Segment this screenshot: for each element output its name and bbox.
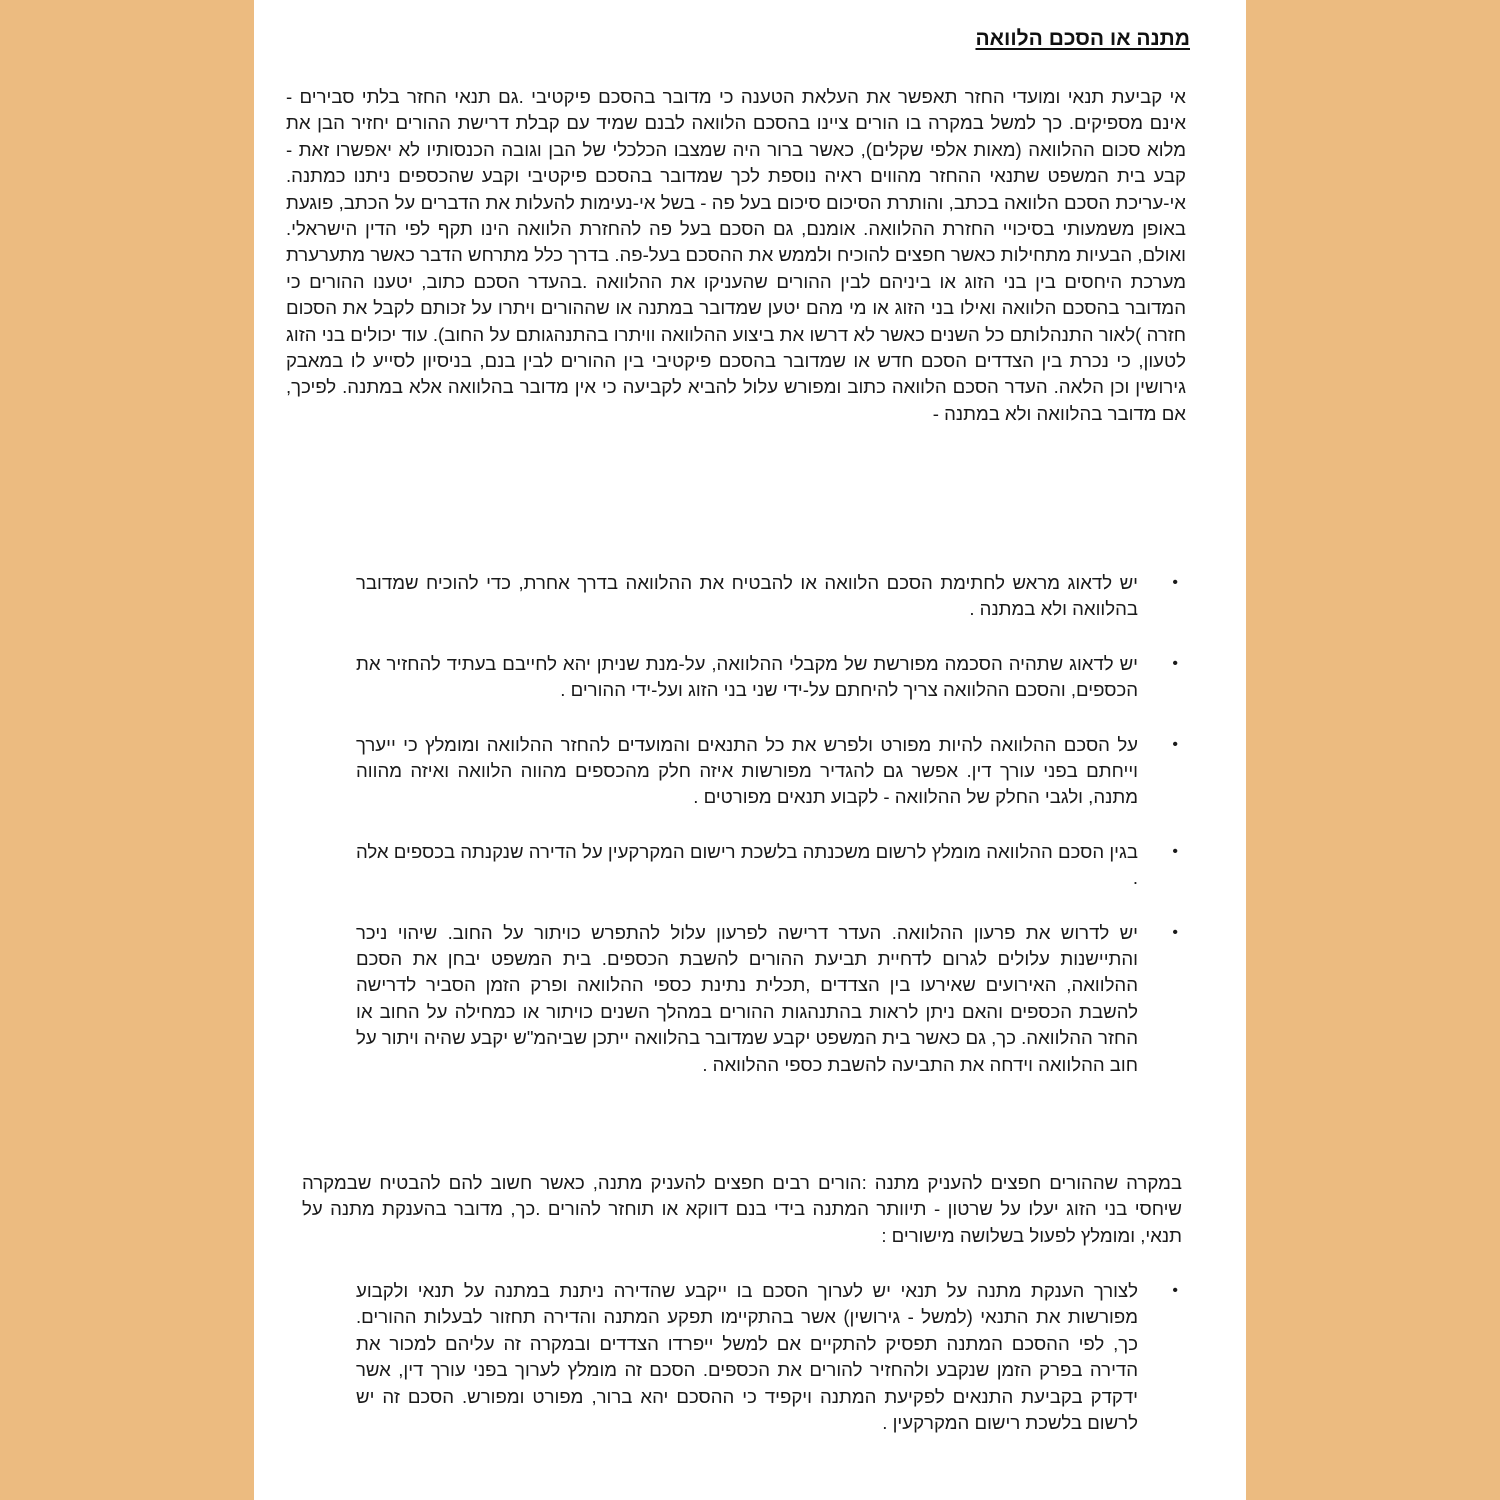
list-item bbox=[256, 732, 1186, 811]
loan-bullet-list bbox=[256, 570, 1186, 1106]
list-item-text: בגין הסכם ההלוואה מומלץ לרשום משכנתה בלשכת רישום המקרקעין על הדירה שנקנתה בכספים אלה . bbox=[356, 840, 1138, 889]
bullet-icon: • bbox=[1172, 923, 1178, 941]
list-item bbox=[256, 1278, 1186, 1436]
list-item bbox=[256, 651, 1186, 704]
list-item-text: יש לדאוג מראש לחתימת הסכם הלוואה או להבטיח את ההלוואה בדרך אחרת, כדי להוכיח שמדובר בהלוואה ולא במתנה . bbox=[356, 572, 1138, 620]
list-item bbox=[256, 839, 1186, 892]
gift-bullet-list bbox=[256, 1278, 1186, 1464]
document-page bbox=[254, 0, 1246, 1500]
list-item-text: יש לדרוש את פרעון ההלוואה. העדר דרישה לפרעון עלול להתפרש כויתור על החוב. שיהוי ניכר והתיישנות עלולים לגרום לדחיית תביעת ההורים להשבת הכספים. בית המשפט יבחן את הסכם ההלוואה, האירועים שאירעו בין הצדדים ,תכלית נתינת כספי ההלוואה ופרק הזמן הסביר לדרישה להשבת הכספים והאם ניתן לראות בהתנהגות ההורים במהלך השנים כויתור או כמחילה על החוב או החזר ההלוואה. כך, גם כאשר בית המשפט יקבע שמדובר בהלוואה ייתכן שביהמ"ש יקבע שהיה ויתור על חוב ההלוואה וידחה את התביעה להשבת כספי ההלוואה . bbox=[356, 921, 1138, 1075]
list-item bbox=[256, 920, 1186, 1078]
list-item-text: לצורך הענקת מתנה על תנאי יש לערוך הסכם בו ייקבע שהדירה ניתנת במתנה על תנאי ולקבוע מפורשות את התנאי (למשל - גירושין) אשר בהתקיימו תפקע המתנה והדירה תחזור לבעלות ההורים. כך, לפי ההסכם המתנה תפסיק להתקיים אם למשל ייפרדו הצדדים ובמקרה זה עליהם למכור את הדירה בפרק הזמן שנקבע ולהחזיר להורים את הכספים. הסכם זה מומלץ לערוך בפני עורך דין, אשר ידקדק בקביעת התנאים לפקיעת המתנה ויקפיד כי ההסכם יהא ברור, מפורט ומפורש. הסכם זה יש לרשום בלשכת רישום המקרקעין . bbox=[356, 1280, 1138, 1434]
bullet-icon: • bbox=[1172, 574, 1178, 591]
bullet-icon: • bbox=[1172, 735, 1178, 753]
list-item-text: יש לדאוג שתהיה הסכמה מפורשת של מקבלי ההלוואה, על-מנת שניתן יהא לחייבם בעתיד להחזיר את הכספים, והסכם ההלוואה צריך להיחתם על-ידי שני בני הזוג ועל-ידי ההורים . bbox=[356, 652, 1138, 701]
list-item-text: על הסכם ההלוואה להיות מפורט ולפרש את כל התנאים והמועדים להחזר ההלוואה ומומלץ כי ייערך וייחתם בפני עורך דין. אפשר גם להגדיר מפורשות איזה חלק מהכספים מהווה הלוואה ואיזה מהווה מתנה, ולגבי החלק של ההלוואה - לקבוע תנאים מפורטים . bbox=[356, 733, 1138, 808]
bullet-icon: • bbox=[1172, 842, 1178, 860]
gift-intro-paragraph: במקרה שההורים חפצים להעניק מתנה :הורים רבים חפצים להעניק מתנה, כאשר חשוב להם להבטיח שבמקרה שיחסי בני הזוג יעלו על שרטון - תיוותר המתנה בידי בנם דווקא או תוחזר להורים .כך, מדובר בהענקת מתנה על תנאי, ומומלץ לפעול בשלושה מישורים : bbox=[302, 1172, 1182, 1246]
bullet-icon: • bbox=[1172, 654, 1178, 672]
intro-paragraph: אי קביעת תנאי ומועדי החזר תאפשר את העלאת הטענה כי מדובר בהסכם פיקטיבי .גם תנאי החזר בלתי סבירים - אינם מספיקים. כך למשל במקרה בו הורים ציינו בהסכם הלוואה לבנם שמיד עם קבלת דרישת ההורים יחזיר הבן את מלוא סכום ההלוואה (מאות אלפי שקלים), כאשר ברור היה שמצבו הכלכלי של הבן וגובה הכנסותיו לא יאפשרו זאת - קבע בית המשפט שתנאי ההחזר מהווים ראיה נוספת לכך שמדובר בהסכם פיקטיבי וקבע שהכספים ניתנו כמתנה. אי-עריכת הסכם הלוואה בכתב, והותרת הסיכום סיכום בעל פה - בשל אי-נעימות להעלות את הדברים על הכתב, פוגעת באופן משמעותי בסיכויי החזרת ההלוואה. אומנם, גם הסכם בעל פה להחזרת הלוואה הינו תקף לפי הדין הישראלי. ואולם, הבעיות מתחילות כאשר חפצים להוכיח ולממש את ההסכם בעל-פה. בדרך כלל מתרחש הדבר כאשר מתערערת מערכת היחסים בין בני הזוג או ביניהם לבין ההורים שהעניקו את ההלוואה .בהעדר הסכם כתוב, יטענו ההורים כי המדובר בהסכם הלוואה ואילו בני הזוג או מי מהם יטען שמדובר במתנה או שההורים ויתרו על זכותם לקבל את הסכום חזרה )לאור התנהלותם כל השנים כאשר לא דרשו את ביצוע ההלוואה וויתרו בהתנהגותם על החוב). עוד יכולים בני הזוג לטעון, כי נכרת בין הצדדים הסכם חדש או שמדובר בהסכם פיקטיבי בין ההורים לבין בנם, בניסיון לסייע לו במאבק גירושין וכן הלאה. העדר הסכם הלוואה כתוב ומפורש עלול להביא לקביעה כי אין מדובר בהלוואה אלא במתנה. לפיכך, אם מדובר בהלוואה ולא במתנה - bbox=[286, 86, 1186, 424]
list-item bbox=[256, 570, 1186, 623]
document-title: מתנה או הסכם הלוואה bbox=[975, 27, 1190, 50]
bullet-icon: • bbox=[1172, 1282, 1178, 1299]
